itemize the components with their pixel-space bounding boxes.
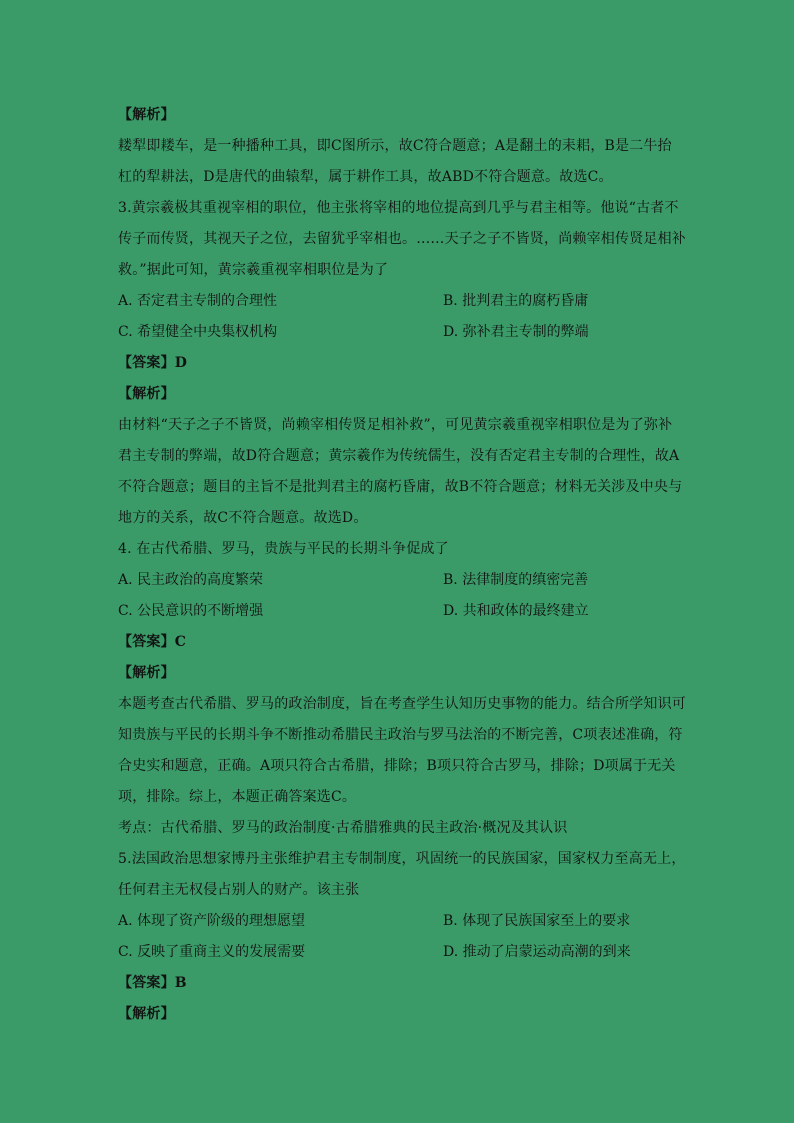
question-5-stem: 5.法国政治思想家博丹主张维护君主专制制度，巩固统一的民族国家，国家权力至高无上， — [118, 851, 686, 867]
option-d: D. 弥补君主专制的弊端 — [443, 324, 589, 340]
option-c: C. 公民意识的不断增强 — [118, 603, 264, 619]
section-heading-analysis: 【解析】 — [118, 1006, 175, 1022]
option-b: B. 体现了民族国家至上的要求 — [443, 913, 631, 929]
option-c: C. 希望健全中央集权机构 — [118, 324, 278, 340]
paragraph-line: 合史实和题意，正确。A项只符合古希腊，排除；B项只符合古罗马，排除；D项属于无关 — [118, 758, 676, 774]
option-b: B. 批判君主的腐朽昏庸 — [443, 293, 589, 309]
question-3-stem: 救。”据此可知，黄宗羲重视宰相职位是为了 — [118, 262, 389, 278]
answer-label: 【答案】B — [118, 975, 187, 991]
paragraph-line: 本题考查古代希腊、罗马的政治制度，旨在考查学生认知历史事物的能力。结合所学知识可 — [118, 696, 686, 712]
question-3-stem: 传子而传贤，其视天子之位，去留犹乎宰相也。……天子之子不皆贤，尚赖宰相传贤足相补 — [118, 231, 686, 247]
paragraph-line: 地方的关系，故C不符合题意。故选D。 — [118, 510, 368, 526]
exam-point-line: 考点：古代希腊、罗马的政治制度·古希腊雅典的民主政治·概况及其认识 — [118, 820, 568, 836]
paragraph-line: 君主专制的弊端，故D符合题意；黄宗羲作为传统儒生，没有否定君主专制的合理性，故A — [118, 448, 680, 464]
paragraph-line: 项，排除。综上，本题正确答案选C。 — [118, 789, 357, 805]
question-4-stem: 4. 在古代希腊、罗马，贵族与平民的长期斗争促成了 — [118, 541, 449, 557]
option-d: D. 共和政体的最终建立 — [443, 603, 589, 619]
paragraph-line: 耧犁即耧车，是一种播种工具，即C图所示，故C符合题意；A是翻土的耒耜，B是二牛抬 — [118, 138, 672, 154]
section-heading-analysis: 【解析】 — [118, 665, 175, 681]
option-c: C. 反映了重商主义的发展需要 — [118, 944, 306, 960]
document-page — [118, 100, 686, 1030]
question-5-stem: 任何君主无权侵占别人的财产。该主张 — [118, 882, 360, 898]
option-a: A. 民主政治的高度繁荣 — [118, 572, 264, 588]
question-5-options-row — [118, 906, 678, 937]
paragraph-line: 不符合题意；题目的主旨不是批判君主的腐朽昏庸，故B不符合题意；材料无关涉及中央与 — [118, 479, 683, 495]
answer-label: 【答案】D — [118, 355, 188, 371]
section-heading-analysis: 【解析】 — [118, 107, 175, 123]
option-a: A. 否定君主专制的合理性 — [118, 293, 278, 309]
answer-label: 【答案】C — [118, 634, 187, 650]
question-3-options-row — [118, 317, 678, 348]
paragraph-line: 知贵族与平民的长期斗争不断推动希腊民主政治与罗马法治的不断完善，C项表述准确，符 — [118, 727, 683, 743]
question-4-options-row — [118, 596, 678, 627]
section-heading-analysis: 【解析】 — [118, 386, 175, 402]
question-3-options-row — [118, 286, 678, 317]
option-d: D. 推动了启蒙运动高潮的到来 — [443, 944, 631, 960]
paragraph-line: 由材料“天子之子不皆贤，尚赖宰相传贤足相补救”，可见黄宗羲重视宰相职位是为了弥补 — [118, 417, 673, 433]
option-a: A. 体现了资产阶级的理想愿望 — [118, 913, 306, 929]
option-b: B. 法律制度的缜密完善 — [443, 572, 589, 588]
question-4-options-row — [118, 565, 678, 596]
question-5-options-row — [118, 937, 678, 968]
question-3-stem: 3.黄宗羲极其重视宰相的职位，他主张将宰相的地位提高到几乎与君主相等。他说“古者不 — [118, 200, 679, 216]
paragraph-line: 杠的犁耕法，D是唐代的曲辕犁，属于耕作工具，故ABD不符合题意。故选C。 — [118, 169, 613, 185]
